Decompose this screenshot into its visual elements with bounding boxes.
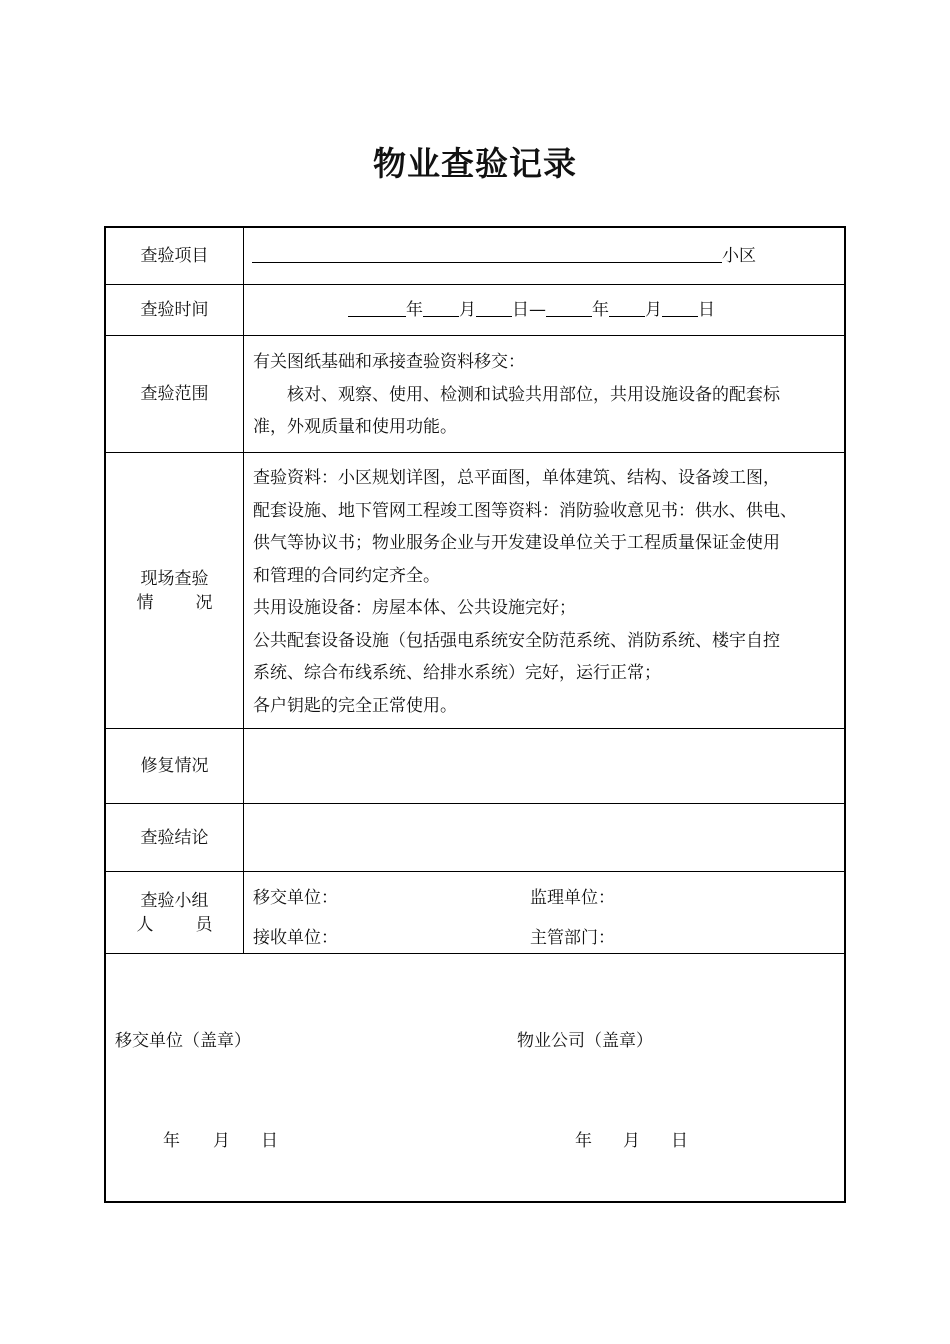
left-date-month: 月	[213, 1131, 230, 1151]
left-date-day: 日	[261, 1131, 278, 1151]
page-title: 物业查验记录	[373, 144, 577, 183]
end-month-blank[interactable]	[609, 298, 645, 317]
site-line: 共用设施设备：房屋本体、公共设施完好；	[253, 598, 576, 618]
label-conclusion: 查验结论	[106, 804, 244, 871]
site-line: 查验资料：小区规划详图，总平面图，单体建筑、结构、设备竣工图，	[253, 468, 780, 488]
site-line: 公共配套设备设施（包括强电系统安全防范系统、消防系统、楼宇自控	[253, 630, 780, 651]
row-scope	[106, 336, 844, 453]
project-suffix: 小区	[722, 246, 756, 266]
signature-area	[106, 954, 844, 1203]
scope-line: 准，外观质量和使用功能。	[253, 417, 457, 437]
start-year-unit: 年	[406, 300, 423, 320]
site-line: 配套设施、地下管网工程竣工图等资料：消防验收意见书：供水、供电、	[253, 500, 797, 521]
label-project: 查验项目	[106, 228, 244, 284]
label-scope: 查验范围	[106, 336, 244, 452]
label-team-char: 员	[195, 914, 213, 935]
end-month-unit: 月	[645, 300, 662, 320]
left-signature-date	[163, 1126, 278, 1151]
start-month-blank[interactable]	[423, 298, 459, 317]
label-time: 查验时间	[106, 285, 244, 335]
site-line: 系统、综合布线系统、给排水系统）完好，运行正常；	[253, 663, 661, 683]
start-day-blank[interactable]	[476, 298, 512, 317]
label-site-char: 况	[195, 592, 213, 613]
repair-cell[interactable]	[244, 729, 844, 803]
row-conclusion	[106, 804, 844, 872]
label-team-line1: 查验小组	[140, 890, 209, 911]
supervision-unit-field[interactable]: 监理单位：	[530, 888, 615, 908]
inspection-form	[104, 226, 846, 1203]
transfer-unit-seal-label: 移交单位（盖章）	[115, 1031, 251, 1051]
row-project	[106, 228, 844, 285]
label-team	[106, 872, 244, 953]
row-repair	[106, 729, 844, 804]
project-name-blank[interactable]	[252, 244, 722, 263]
right-date-year: 年	[575, 1131, 592, 1151]
right-date-day: 日	[671, 1131, 688, 1151]
label-repair: 修复情况	[106, 729, 244, 803]
label-site-line1: 现场查验	[140, 568, 209, 589]
property-company-seal-label: 物业公司（盖章）	[517, 1031, 653, 1051]
date-range-dash: —	[529, 300, 546, 320]
label-site-line2	[137, 591, 213, 615]
site-line: 供气等协议书；物业服务企业与开发建设单位关于工程质量保证金使用	[253, 533, 780, 553]
end-year-blank[interactable]	[546, 298, 592, 317]
scope-cell	[244, 336, 844, 452]
project-cell	[244, 228, 844, 284]
start-day-unit: 日	[512, 300, 529, 320]
conclusion-cell[interactable]	[244, 804, 844, 871]
site-line: 和管理的合同约定齐全。	[253, 565, 440, 586]
left-date-year: 年	[163, 1131, 180, 1151]
label-team-char: 人	[136, 914, 154, 935]
end-year-unit: 年	[592, 300, 609, 320]
scope-line: 核对、观察、使用、检测和试验共用部位，共用设施设备的配套标	[287, 384, 780, 405]
time-cell	[244, 285, 844, 335]
scope-line: 有关图纸基础和承接查验资料移交：	[253, 352, 525, 372]
competent-dept-field[interactable]: 主管部门：	[530, 928, 615, 948]
start-month-unit: 月	[459, 300, 476, 320]
right-signature-date	[575, 1126, 688, 1151]
transfer-unit-field[interactable]: 移交单位：	[253, 888, 338, 908]
label-site-inspection	[106, 453, 244, 728]
team-cell	[244, 872, 844, 953]
row-site-inspection	[106, 453, 844, 729]
end-day-blank[interactable]	[662, 298, 698, 317]
row-team	[106, 872, 844, 954]
right-date-month: 月	[623, 1131, 640, 1151]
end-day-unit: 日	[698, 300, 715, 320]
site-line: 各户钥匙的完全正常使用。	[253, 695, 457, 716]
receiving-unit-field[interactable]: 接收单位：	[253, 928, 338, 948]
site-inspection-cell	[244, 453, 844, 728]
label-site-char: 情	[136, 592, 154, 613]
label-team-line2	[137, 913, 213, 937]
row-time	[106, 285, 844, 336]
start-year-blank[interactable]	[348, 298, 406, 317]
